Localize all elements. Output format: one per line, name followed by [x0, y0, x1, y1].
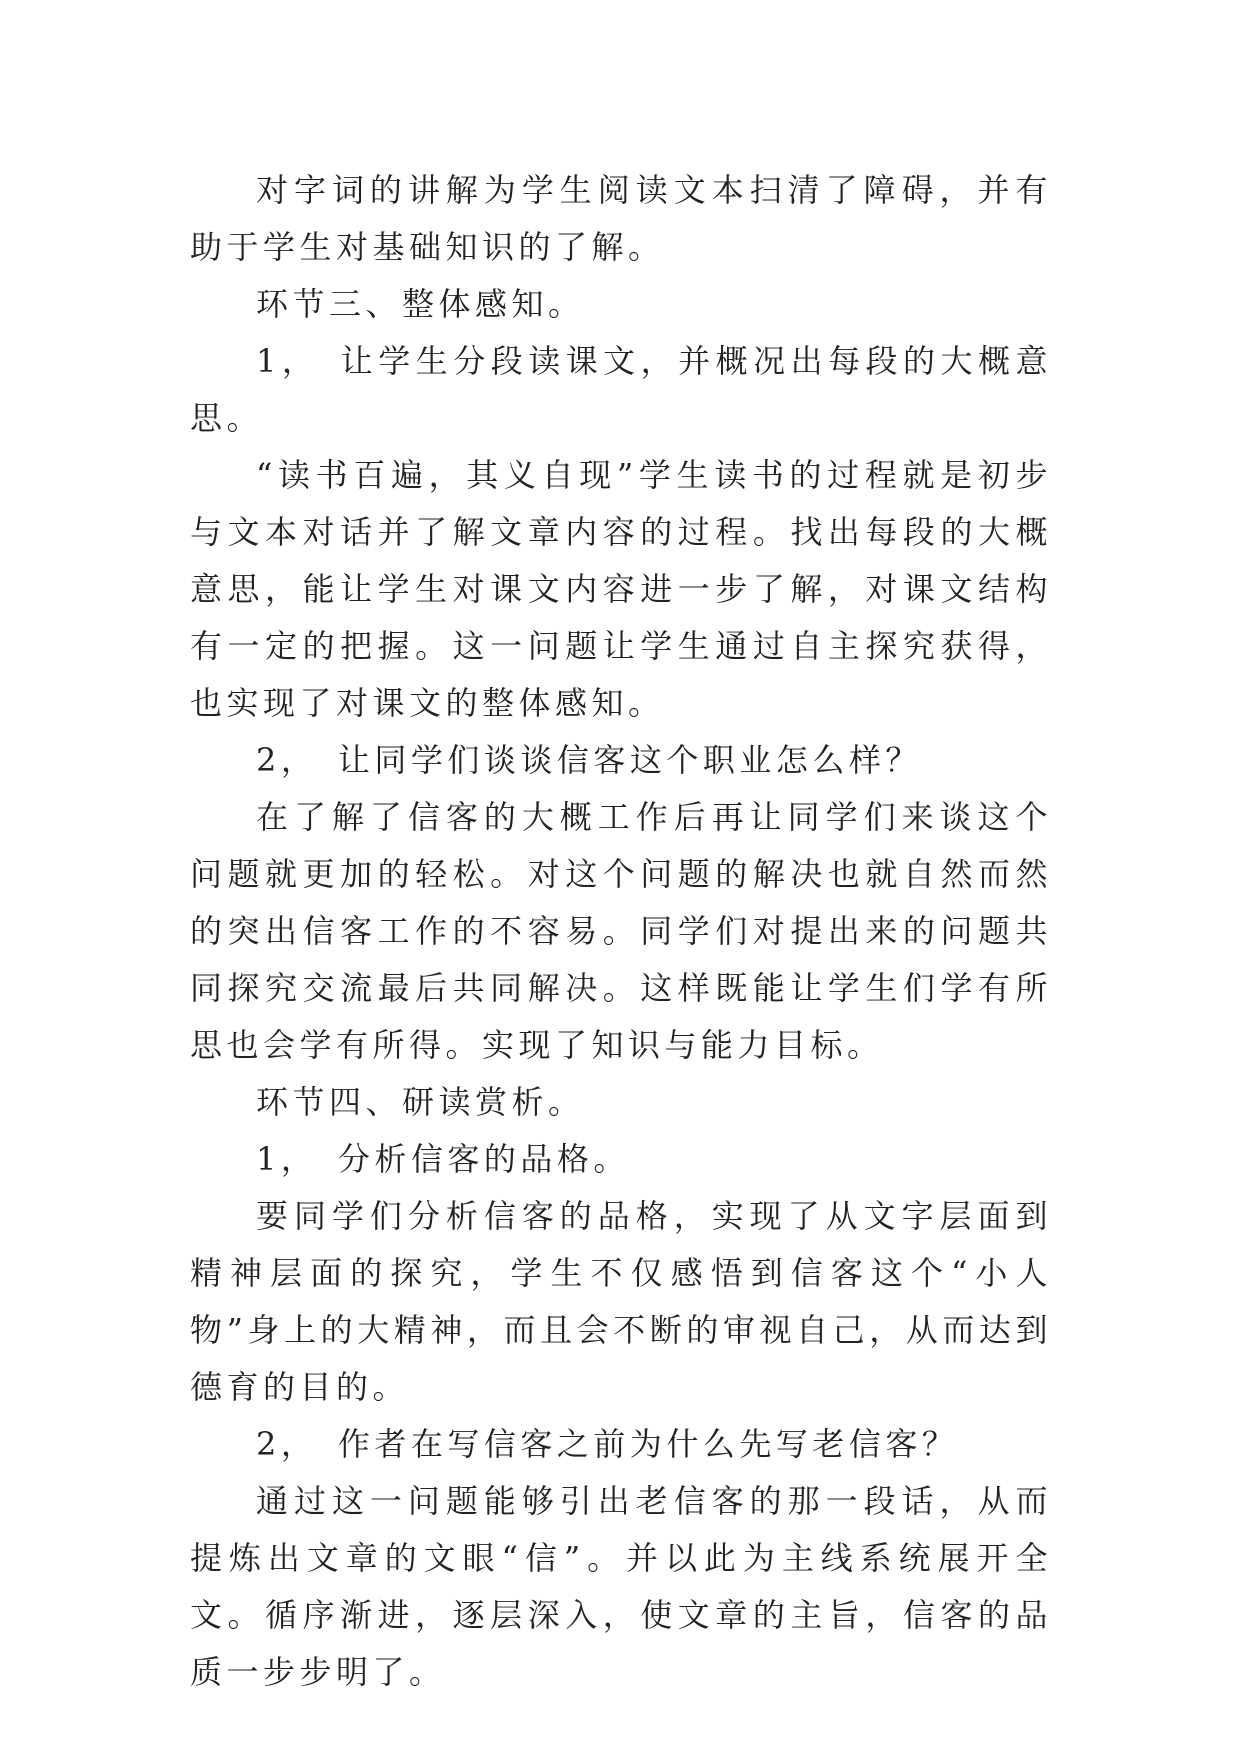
- paragraph: “读书百遍，其义自现”学生读书的过程就是初步与文本对话并了解文章内容的过程。找出每段的大概意思，能让学生对课文内容进一步了解，对课文结构有一定的把握。这一问题让学生通过自主探究获得，也实现了对课文的整体感知。: [190, 456, 1052, 722]
- paragraph: 对字词的讲解为学生阅读文本扫清了障碍，并有助于学生对基础知识的了解。: [190, 171, 1052, 266]
- list-item: 1， 让学生分段读课文，并概况出每段的大概意思。: [190, 342, 1052, 437]
- list-item: 1， 分析信客的品格。: [256, 1140, 630, 1178]
- section-heading: 环节四、研读赏析。: [256, 1083, 585, 1121]
- list-item: 2， 让同学们谈谈信客这个职业怎么样？: [256, 741, 922, 779]
- paragraph: 通过这一问题能够引出老信客的那一段话，从而提炼出文章的文眼“信”。并以此为主线系统展开全文。循序渐进，逐层深入，使文章的主旨，信客的品质一步步明了。: [190, 1482, 1052, 1691]
- section-heading: 环节三、整体感知。: [256, 285, 585, 323]
- list-item: 2， 作者在写信客之前为什么先写老信客？: [256, 1425, 959, 1463]
- paragraph: 要同学们分析信客的品格，实现了从文字层面到精神层面的探究，学生不仅感悟到信客这个“小人物”身上的大精神，而且会不断的审视自己，从而达到德育的目的。: [190, 1197, 1052, 1406]
- document-body: [190, 162, 1052, 1701]
- paragraph: 在了解了信客的大概工作后再让同学们来谈这个问题就更加的轻松。对这个问题的解决也就自然而然的突出信客工作的不容易。同学们对提出来的问题共同探究交流最后共同解决。这样既能让学生们学有所思也会学有所得。实现了知识与能力目标。: [190, 798, 1052, 1064]
